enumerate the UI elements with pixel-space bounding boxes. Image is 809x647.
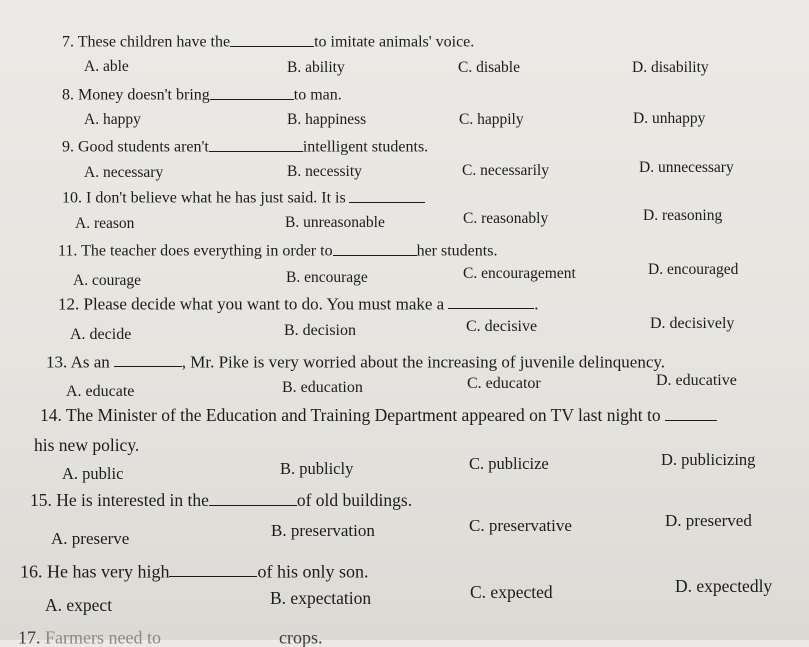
option-d[interactable]: D. educative: [656, 372, 737, 389]
option-a[interactable]: A. reason: [75, 215, 135, 232]
question-stem: Please decide what you want to do. You must make a: [83, 294, 445, 314]
answer-blank[interactable]: [114, 352, 182, 367]
question-stem-end: of his only son.: [257, 561, 369, 582]
answer-blank[interactable]: [665, 405, 717, 421]
question-stem: These children have the: [77, 33, 231, 51]
question-number: 16.: [20, 561, 43, 582]
option-b[interactable]: B. decision: [284, 322, 356, 339]
question-stem: Good students aren't: [78, 138, 209, 156]
question-stem: He is interested in the: [56, 489, 209, 510]
answer-blank[interactable]: [209, 490, 297, 506]
option-a[interactable]: A. public: [62, 464, 124, 483]
option-c[interactable]: C. preservative: [469, 516, 572, 535]
question-stem-end: to imitate animals' voice.: [314, 33, 475, 51]
option-b[interactable]: B. ability: [287, 59, 345, 76]
question-number: 12.: [58, 294, 80, 314]
question-number: 11.: [58, 242, 78, 260]
option-d[interactable]: D. expectedly: [675, 576, 773, 596]
option-d[interactable]: D. preserved: [665, 511, 752, 530]
answer-blank[interactable]: [189, 627, 279, 643]
question-number: 7.: [62, 33, 74, 51]
question-10: [62, 188, 425, 207]
option-a[interactable]: A. courage: [73, 272, 141, 289]
question-stem: As an: [70, 352, 110, 372]
option-b[interactable]: B. preservation: [271, 521, 375, 540]
option-c[interactable]: C. publicize: [469, 454, 549, 473]
question-stem-end: intelligent students.: [302, 138, 429, 156]
answer-blank[interactable]: [349, 188, 425, 203]
question-8: [62, 85, 342, 104]
option-d[interactable]: D. decisively: [650, 315, 735, 332]
option-c[interactable]: C. expected: [470, 582, 553, 602]
answer-blank[interactable]: [169, 561, 257, 577]
question-stem-end: .: [534, 294, 539, 314]
option-d[interactable]: D. unhappy: [633, 110, 706, 127]
option-b[interactable]: B. necessity: [287, 163, 362, 180]
option-a[interactable]: A. able: [84, 58, 129, 75]
question-11: [58, 241, 497, 260]
option-d[interactable]: D. publicizing: [661, 450, 756, 469]
option-c[interactable]: C. happily: [459, 111, 524, 128]
question-stem: The teacher does everything in order to: [81, 242, 333, 260]
option-c[interactable]: C. necessarily: [462, 162, 549, 179]
option-c[interactable]: C. decisive: [466, 318, 538, 335]
question-stem: The Minister of the Education and Training Department appeared on TV last night to: [65, 404, 661, 425]
question-stem: Money doesn't bring: [78, 86, 210, 104]
question-13: [46, 352, 665, 370]
question-stem-end: crops.: [278, 627, 323, 647]
option-b[interactable]: B. publicly: [280, 459, 354, 478]
option-a[interactable]: A. educate: [66, 383, 135, 400]
question-17: [18, 627, 322, 646]
answer-blank[interactable]: [448, 294, 534, 309]
option-c[interactable]: C. encouragement: [463, 265, 576, 282]
question-stem: He has very high: [47, 561, 170, 582]
option-d[interactable]: D. reasoning: [643, 207, 723, 224]
question-number: 10.: [62, 189, 82, 207]
question-14: [40, 405, 717, 424]
question-stem-end: of old buildings.: [296, 489, 413, 510]
question-stem: I don't believe what he has just said. It is: [86, 189, 346, 207]
option-d[interactable]: D. disability: [632, 59, 709, 76]
answer-blank[interactable]: [210, 85, 294, 100]
option-b[interactable]: B. happiness: [287, 111, 367, 128]
option-d[interactable]: D. unnecessary: [639, 159, 734, 176]
question-number: 14.: [40, 404, 62, 425]
option-a[interactable]: A. preserve: [51, 529, 130, 548]
question-number: 9.: [62, 138, 74, 156]
question-stem-end: her students.: [416, 242, 498, 260]
option-d[interactable]: D. encouraged: [648, 261, 739, 278]
question-number: 15.: [30, 489, 52, 510]
option-a[interactable]: A. decide: [70, 326, 132, 343]
question-number: 17.: [18, 627, 41, 647]
option-b[interactable]: B. education: [282, 379, 363, 396]
question-16: [20, 561, 368, 580]
question-number: 8.: [62, 86, 74, 104]
answer-blank[interactable]: [230, 32, 314, 47]
option-b[interactable]: B. unreasonable: [285, 214, 385, 231]
option-c[interactable]: C. disable: [458, 59, 520, 76]
question-9: [62, 137, 428, 156]
question-14-continuation: his new policy.: [34, 435, 140, 455]
option-a[interactable]: A. expect: [45, 595, 113, 615]
answer-blank[interactable]: [333, 241, 417, 256]
answer-blank[interactable]: [209, 137, 303, 152]
question-stem-end: to man.: [293, 86, 342, 104]
option-a[interactable]: A. happy: [84, 111, 141, 128]
option-c[interactable]: C. reasonably: [463, 210, 549, 227]
option-c[interactable]: C. educator: [467, 375, 541, 392]
question-7: [62, 32, 474, 51]
option-b[interactable]: B. encourage: [286, 269, 368, 286]
question-stem-end: , Mr. Pike is very worried about the increasing of juvenile delinquency.: [181, 352, 666, 372]
question-stem: Farmers need to: [45, 627, 161, 647]
option-b[interactable]: B. expectation: [270, 588, 372, 608]
question-number: 13.: [46, 352, 68, 372]
question-12: [58, 294, 538, 312]
question-15: [30, 490, 412, 509]
option-a[interactable]: A. necessary: [84, 164, 164, 181]
